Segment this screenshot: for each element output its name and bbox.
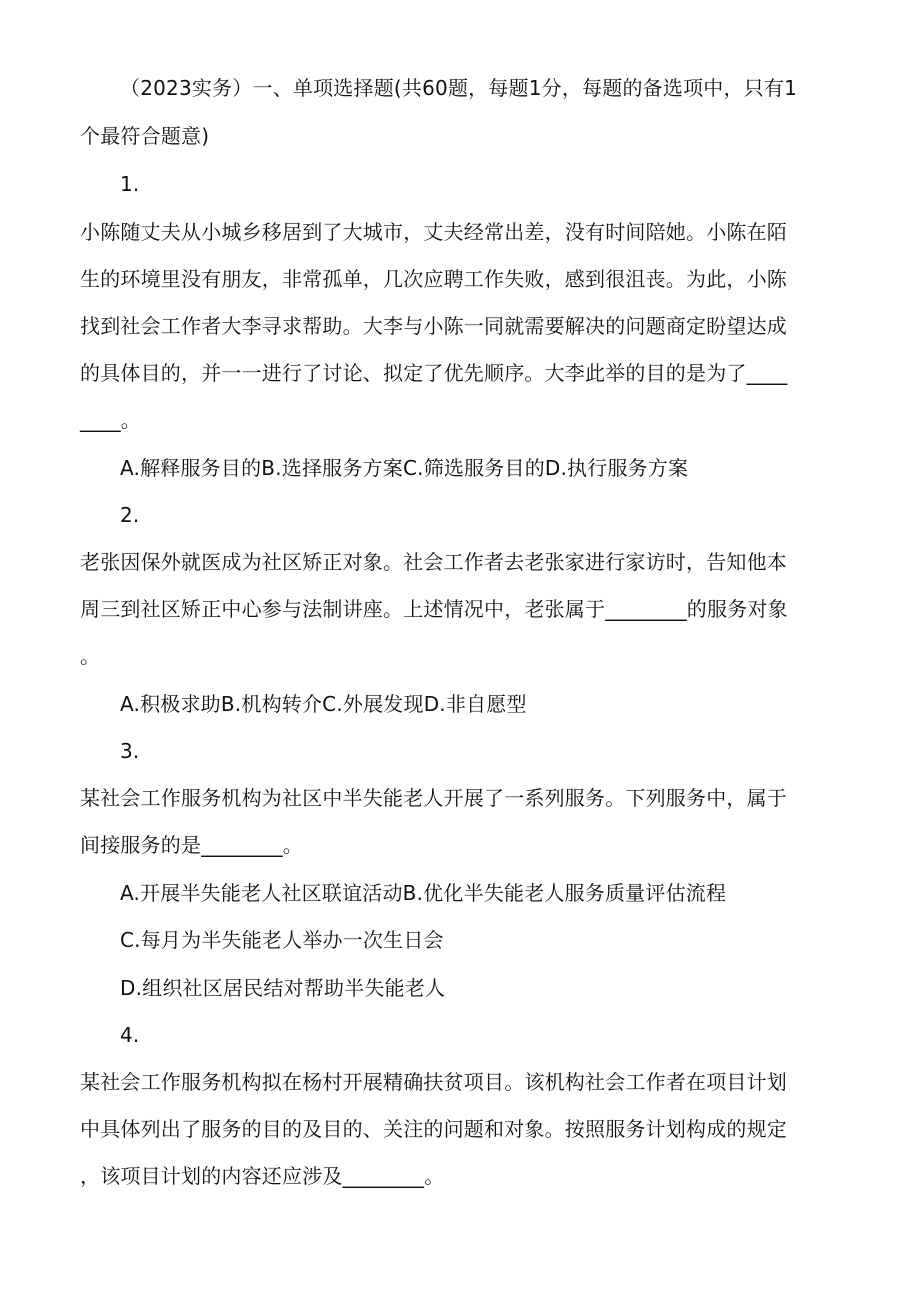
question-1-options: A.解释服务目的B.选择服务方案C.筛选服务目的D.执行服务方案 — [120, 456, 689, 480]
question-1-stem-line-4: 的具体目的，并一一进行了讨论、拟定了优先顺序。大李此举的目的是为了____ — [80, 361, 788, 385]
question-1-stem-line-5: ____。 — [80, 408, 141, 432]
question-2-options: A.积极求助B.机构转介C.外展发现D.非自愿型 — [120, 692, 527, 716]
question-4-stem-line-2: 中具体列出了服务的目的及目的、关注的问题和对象。按照服务计划构成的规定 — [80, 1117, 787, 1141]
question-3-option-line-2: C.每月为半失能老人举办一次生日会 — [120, 928, 444, 952]
question-2-number: 2. — [120, 503, 140, 527]
question-1-stem-line-1: 小陈随丈夫从小城乡移居到了大城市，丈夫经常出差，没有时间陪她。小陈在陌 — [80, 220, 787, 244]
question-2-stem-line-1: 老张因保外就医成为社区矫正对象。社会工作者去老张家进行家访时，告知他本 — [80, 550, 787, 574]
question-1-number: 1. — [120, 172, 140, 196]
question-2-stem-line-2: 周三到社区矫正中心参与法制讲座。上述情况中，老张属于________的服务对象 — [80, 597, 788, 621]
question-3-option-line-3: D.组织社区居民结对帮助半失能老人 — [120, 976, 446, 1000]
question-4-number: 4. — [120, 1023, 140, 1047]
question-4-stem-line-1: 某社会工作服务机构拟在杨村开展精确扶贫项目。该机构社会工作者在项目计划 — [80, 1070, 787, 1094]
question-3-stem-line-2: 间接服务的是________。 — [80, 833, 303, 857]
question-1-stem-line-2: 生的环境里没有朋友，非常孤单，几次应聘工作失败，感到很沮丧。为此，小陈 — [80, 267, 787, 291]
question-1-stem-line-3: 找到社会工作者大李寻求帮助。大李与小陈一同就需要解决的问题商定盼望达成 — [80, 314, 787, 338]
question-3-stem-line-1: 某社会工作服务机构为社区中半失能老人开展了一系列服务。下列服务中，属于 — [80, 786, 787, 810]
question-4-stem-line-3: ，该项目计划的内容还应涉及________。 — [80, 1164, 445, 1188]
question-2-stem-line-3: 。 — [80, 644, 101, 668]
question-3-option-line-1: A.开展半失能老人社区联谊活动B.优化半失能老人服务质量评估流程 — [120, 881, 727, 905]
question-3-number: 3. — [120, 739, 140, 763]
section-header-line-2: 个最符合题意) — [80, 124, 210, 148]
section-header-line-1: （2023实务）一、单项选择题(共60题，每题1分，每题的备选项中，只有1 — [120, 76, 797, 100]
